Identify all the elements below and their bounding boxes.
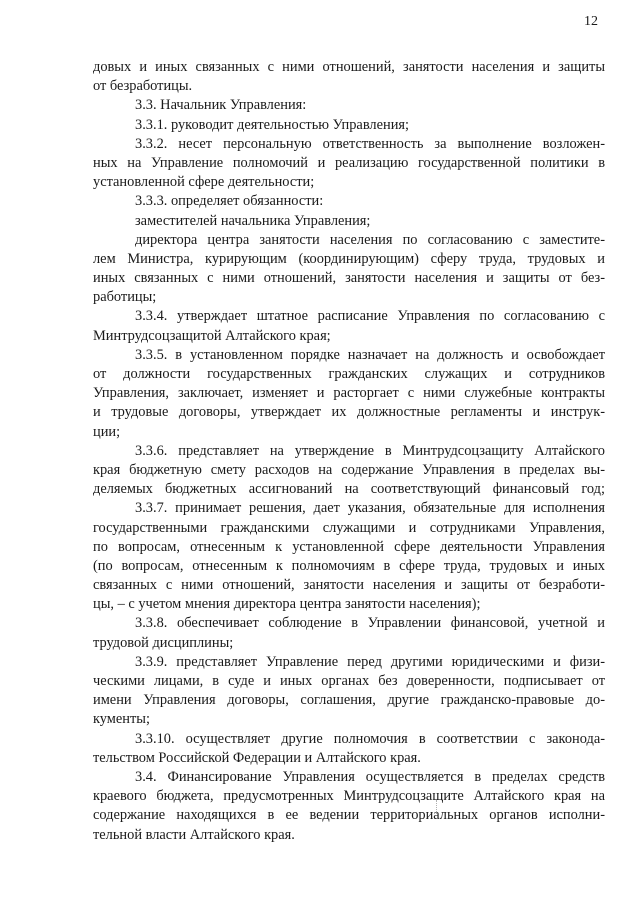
text-line: иных связанных с ними отношений, занятости населения и защиты от без-	[93, 270, 605, 287]
text-line: 3.3.8. обеспечивает соблюдение в Управлении финансовой, учетной и	[135, 615, 605, 632]
text-line: тельной власти Алтайского края.	[93, 826, 295, 843]
text-line: 3.3.6. представляет на утверждение в Минтрудсоцзащиту Алтайского	[135, 442, 605, 459]
text-line: цы, – с учетом мнения директора центра занятости населения);	[93, 596, 481, 613]
text-line: 3.3.9. представляет Управление перед другими юридическими и физи-	[135, 653, 605, 670]
document-body	[93, 58, 605, 845]
text-line: 3.3.1. руководит деятельностью Управления;	[135, 116, 410, 133]
text-line: 3.3.5. в установленном порядке назначает на должность и освобождает	[135, 346, 605, 363]
text-line: от должности государственных гражданских служащих и сотрудников	[93, 366, 605, 382]
text-line: директора центра занятости населения по согласованию с заместите-	[135, 231, 605, 248]
text-line: по вопросам, отнесенным к установленной сфере деятельности Управления	[93, 538, 605, 555]
text-line: работицы;	[93, 289, 157, 306]
text-line: 3.3.2. несет персональную ответственность за выполнение возложен-	[135, 135, 605, 152]
text-line: и трудовые договоры, утверждает их должностные регламенты и инструк-	[93, 404, 605, 421]
text-line: краевого бюджета, предусмотренных Минтрудсоцзащите Алтайского края на	[93, 788, 605, 805]
text-line: края бюджетную смету расходов на содержание Управления в пределах вы-	[93, 461, 605, 478]
text-line: государственными гражданскими служащими и сотрудниками Управления,	[93, 519, 605, 536]
text-line: ных на Управление полномочий и реализацию государственной политики в	[93, 154, 605, 171]
text-line: связанных с ними отношений, занятости населения и защиты от безработи-	[93, 577, 605, 594]
text-line: 3.4. Финансирование Управления осуществляется в пределах средств	[135, 768, 605, 785]
text-line: трудовой дисциплины;	[93, 634, 234, 651]
text-line: ции;	[93, 423, 121, 440]
text-line: 3.3.10. осуществляет другие полномочия в соответствии с законода-	[135, 730, 605, 747]
text-line: 3.3.7. принимает решения, дает указания, обязательные для исполнения	[135, 500, 605, 517]
scan-artifact	[436, 800, 438, 814]
text-line: ческими лицами, в суде и иных органах без доверенности, подписывает от	[93, 673, 605, 689]
text-line: Минтрудсоцзащитой Алтайского края;	[93, 327, 331, 344]
text-line: (по вопросам, отнесенным к полномочиям в сфере труда, трудовых и иных	[93, 557, 605, 574]
text-line: заместителей начальника Управления;	[135, 212, 371, 229]
text-line: Управления, заключает, изменяет и расторгает с ними служебные контракты	[93, 385, 605, 402]
text-line: довых и иных связанных с ними отношений, занятости населения и защиты	[93, 59, 605, 75]
text-line: от безработицы.	[93, 78, 193, 95]
text-line: установленной сфере деятельности;	[93, 174, 315, 191]
text-line: лем Министра, курирующим (координирующим) сферу труда, трудовых и	[93, 250, 605, 267]
text-line: имени Управления договоры, соглашения, другие гражданско-правовые до-	[93, 692, 605, 709]
text-line: деляемых бюджетных ассигнований на соответствующий финансовый год;	[93, 481, 605, 498]
text-line: тельством Российской Федерации и Алтайского края.	[93, 749, 421, 766]
text-line: кументы;	[93, 711, 150, 728]
text-line: 3.3.4. утверждает штатное расписание Управления по согласованию с	[135, 308, 605, 325]
text-line: 3.3.3. определяет обязанности:	[135, 193, 324, 210]
text-line: 3.3. Начальник Управления:	[135, 97, 307, 114]
page-number: 12	[584, 14, 598, 29]
text-line: содержание находящихся в ее ведении территориальных органов исполни-	[93, 807, 605, 824]
